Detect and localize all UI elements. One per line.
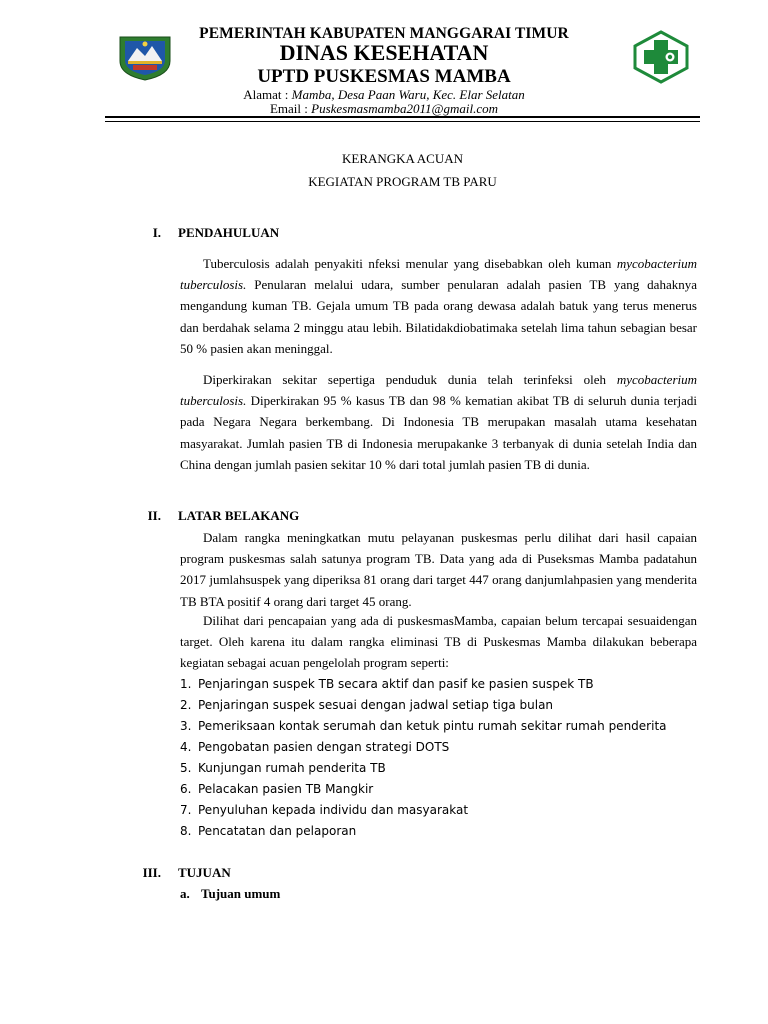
email-label: Email : xyxy=(269,101,312,116)
list-number: 3. xyxy=(180,719,192,733)
subsection-label: a. xyxy=(180,886,190,901)
paragraph: Dilihat dari pencapaian yang ada di puskesmasMamba, capaian belum tercapai sesuaidengan target. Oleh karena itu dalam rangka eliminasi TB di Puskesmas Mamba dilakukan beberapa kegiatan sebagai acuan pengelolah program seperti: xyxy=(180,613,697,671)
list-number: 7. xyxy=(180,803,192,817)
list-item xyxy=(180,716,667,737)
paragraph: Dalam rangka meningkatkan mutu pelayanan puskesmas perlu dilihat dari hasil capaian program puskesmas salah satunya program TB. Data yang ada di Puseksmas Mamba padatahun 2017 jumlahsuspek yang diperiksa 81 orang dari target 447 orang danjumlahpasien yang menderita TB BTA positif 4 orang dari target 45 orang. xyxy=(180,530,697,609)
email-line xyxy=(0,101,768,117)
list-item xyxy=(180,800,667,821)
list-item xyxy=(180,695,667,716)
list-item xyxy=(180,779,667,800)
government-name: PEMERINTAH KABUPATEN MANGGARAI TIMUR xyxy=(199,25,569,42)
list-text: Penjaringan suspek sesuai dengan jadwal setiap tiga bulan xyxy=(198,698,554,712)
list-item xyxy=(180,737,667,758)
list-number: 8. xyxy=(180,824,192,838)
list-number: 2. xyxy=(180,698,192,712)
list-number: 6. xyxy=(180,782,192,796)
document-subtitle: KEGIATAN PROGRAM TB PARU xyxy=(308,174,497,189)
list-number: 4. xyxy=(180,740,192,754)
letterhead-divider-thin xyxy=(105,121,700,122)
unit-name: UPTD PUSKESMAS MAMBA xyxy=(257,66,511,87)
paragraph-text: Penularan melalui udara, sumber penularan adalah pasien TB yang dahaknya mengandung kuman TB. Gejala umum TB pada orang dewasa adalah batuk yang terus menerus dan berdahak selama 2 minggu atau lebih. Bilatidakdiobatimaka setelah lima tahun sebagian besar 50 % pasien akan meninggal. xyxy=(180,277,697,356)
list-item xyxy=(180,758,667,779)
paragraph-italic-term: mycobacterium tuberculosis. xyxy=(180,372,697,409)
section-title: PENDAHULUAN xyxy=(178,225,280,240)
list-text: Pengobatan pasien dengan strategi DOTS xyxy=(198,740,450,754)
list-number: 5. xyxy=(180,761,192,775)
section-number: I. xyxy=(152,225,161,240)
paragraph-text: Diperkirakan 95 % kasus TB dan 98 % kematian akibat TB di seluruh dunia terjadi pada Negara Negara berkembang. Di Indonesia TB merupakan masalah utama kesehatan masyarakat. Jumlah pasien TB di Indonesia merupakanke 3 terbanyak di dunia setelah India dan China dengan jumlah pasien sekitar 10 % dari total jumlah pasien TB di dunia. xyxy=(180,393,697,472)
list-item xyxy=(180,674,667,695)
paragraph-text: Diperkirakan sekitar sepertiga penduduk dunia telah terinfeksi oleh xyxy=(203,372,617,387)
list-text: Penyuluhan kepada individu dan masyarakat xyxy=(198,803,469,817)
section-number: III. xyxy=(142,865,161,880)
document-title: KERANGKA ACUAN xyxy=(342,151,463,166)
list-text: Pemeriksaan kontak serumah dan ketuk pintu rumah sekitar rumah penderita xyxy=(198,719,667,733)
subsection-title: Tujuan umum xyxy=(201,886,281,901)
list-text: Pelacakan pasien TB Mangkir xyxy=(198,782,374,796)
paragraph-italic-term: mycobacterium tuberculosis. xyxy=(180,256,697,293)
agency-name: DINAS KESEHATAN xyxy=(279,40,489,65)
list-text: Pencatatan dan pelaporan xyxy=(198,824,357,838)
list-item xyxy=(180,821,667,842)
address-value: Mamba, Desa Paan Waru, Kec. Elar Selatan xyxy=(291,87,525,102)
list-number: 1. xyxy=(180,677,192,691)
letterhead-divider-thick xyxy=(105,116,700,118)
activity-list xyxy=(180,674,667,842)
subsection-heading xyxy=(180,886,280,902)
address-label: Alamat : xyxy=(243,87,292,102)
list-text: Kunjungan rumah penderita TB xyxy=(198,761,386,775)
paragraph xyxy=(180,253,697,359)
list-text: Penjaringan suspek TB secara aktif dan pasif ke pasien suspek TB xyxy=(198,677,594,691)
paragraph xyxy=(180,369,697,475)
section-number: II. xyxy=(147,508,161,523)
section-title: TUJUAN xyxy=(178,865,231,880)
paragraph-text: Tuberculosis adalah penyakiti nfeksi menular yang disebabkan oleh kuman xyxy=(203,256,617,271)
email-value: Puskesmasmamba2011@gmail.com xyxy=(311,101,498,116)
section-title: LATAR BELAKANG xyxy=(178,508,300,523)
